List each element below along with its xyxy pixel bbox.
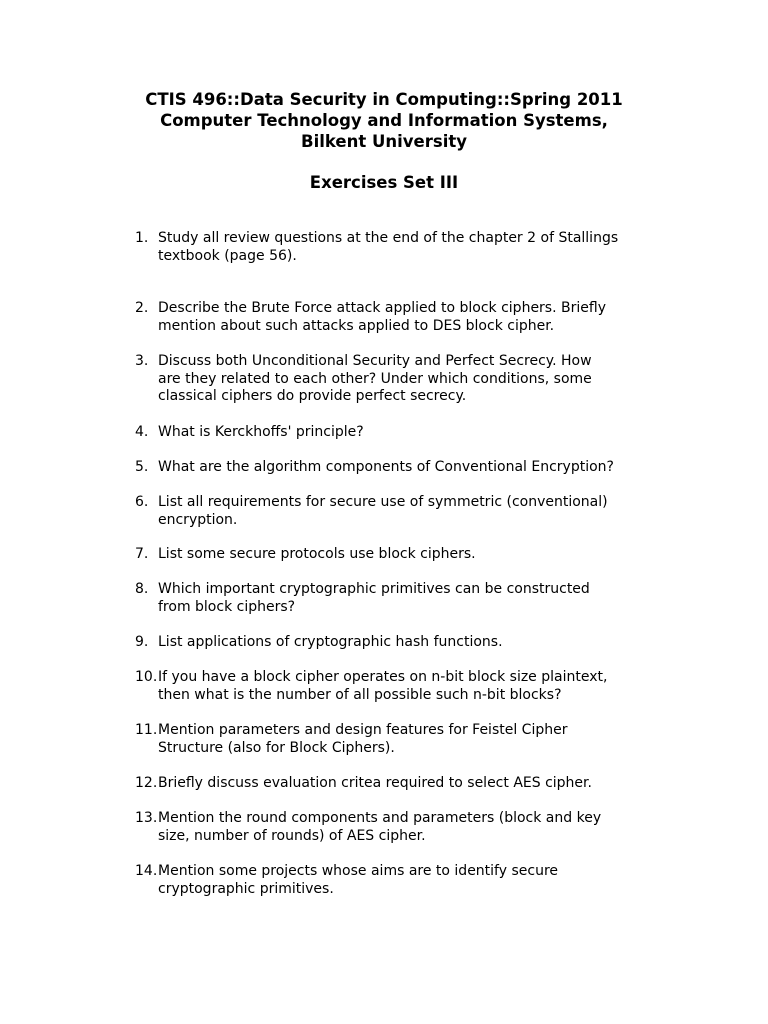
exercise-number: 3. <box>135 353 149 369</box>
exercise-number: 2. <box>135 300 149 316</box>
exercise-number: 1. <box>135 230 149 246</box>
header-department-line: Computer Technology and Information Systems, <box>160 111 608 130</box>
exercise-item <box>135 494 665 529</box>
exercise-item <box>135 230 665 265</box>
exercise-item <box>135 634 665 652</box>
exercise-number: 8. <box>135 581 149 597</box>
exercise-item <box>135 546 665 564</box>
exercise-number: 5. <box>135 459 149 475</box>
exercise-number: 13. <box>135 810 158 826</box>
exercise-number: 12. <box>135 775 158 791</box>
exercise-item <box>135 424 665 442</box>
exercise-item <box>135 300 665 335</box>
exercise-item <box>135 459 665 477</box>
exercise-number: 11. <box>135 722 158 738</box>
header-university-line: Bilkent University <box>301 132 467 151</box>
exercise-text: What is Kerckhoffs' principle? <box>158 424 364 440</box>
exercise-item <box>135 669 665 704</box>
exercise-text: Briefly discuss evaluation critea required to select AES cipher. <box>158 775 592 791</box>
exercise-text: What are the algorithm components of Conventional Encryption? <box>158 459 614 475</box>
header-course-line: CTIS 496::Data Security in Computing::Spring 2011 <box>145 90 623 109</box>
exercise-text: Mention some projects whose aims are to identify secure cryptographic primitives. <box>158 863 559 897</box>
exercise-number: 14. <box>135 863 158 879</box>
exercise-text: If you have a block cipher operates on n-bit block size plaintext, then what is the number of all possible such n-bit blocks? <box>158 669 608 703</box>
exercise-text: Study all review questions at the end of the chapter 2 of Stallings textbook (page 56). <box>158 230 619 264</box>
exercise-text: Which important cryptographic primitives can be constructed from block ciphers? <box>158 581 590 615</box>
exercise-item <box>135 581 665 616</box>
exercise-number: 6. <box>135 494 149 510</box>
exercise-item <box>135 353 665 406</box>
exercise-number: 10. <box>135 669 158 685</box>
exercise-item <box>135 863 665 898</box>
exercise-set-title: Exercises Set III <box>309 173 459 192</box>
exercise-number: 4. <box>135 424 149 440</box>
exercise-number: 7. <box>135 546 149 562</box>
exercise-text: List some secure protocols use block ciphers. <box>158 546 476 562</box>
exercise-number: 9. <box>135 634 149 650</box>
exercise-item <box>135 775 665 793</box>
exercise-text: Discuss both Unconditional Security and Perfect Secrecy. How are they related to each other? Under which conditions, some classical ciphers do provide perfect secrecy. <box>158 353 592 405</box>
exercise-text: List applications of cryptographic hash functions. <box>158 634 503 650</box>
exercise-text: Mention parameters and design features for Feistel Cipher Structure (also for Block Ciphers). <box>158 722 568 756</box>
exercise-text: Describe the Brute Force attack applied to block ciphers. Briefly mention about such attacks applied to DES block cipher. <box>158 300 606 334</box>
exercise-item <box>135 810 665 845</box>
exercise-item <box>135 722 665 757</box>
exercise-text: Mention the round components and parameters (block and key size, number of rounds) of AES cipher. <box>158 810 602 844</box>
exercise-text: List all requirements for secure use of symmetric (conventional) encryption. <box>158 494 608 528</box>
